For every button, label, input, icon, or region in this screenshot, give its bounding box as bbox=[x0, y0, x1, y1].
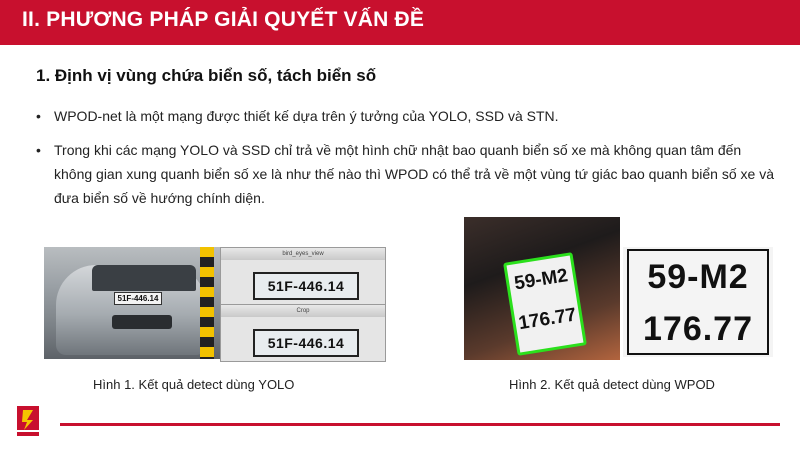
bullet-icon: • bbox=[36, 142, 41, 158]
figure1-caption: Hình 1. Kết quả detect dùng YOLO bbox=[93, 377, 295, 392]
bullet-list bbox=[36, 104, 776, 220]
window-title: bird_eyes_view bbox=[221, 248, 385, 260]
footer-divider bbox=[60, 423, 780, 426]
plate-line-2: 176.77 bbox=[643, 310, 753, 348]
bird-eye-view-window bbox=[220, 247, 386, 305]
section-subtitle: 1. Định vị vùng chứa biển số, tách biển số bbox=[36, 66, 377, 85]
parking-post bbox=[200, 247, 214, 359]
window-body bbox=[221, 317, 385, 361]
detected-plate-quadrilateral bbox=[503, 252, 587, 356]
slide-title: II. PHƯƠNG PHÁP GIẢI QUYẾT VẤN ĐỀ bbox=[22, 8, 425, 31]
crop-window bbox=[220, 304, 386, 362]
plate-line-1: 59-M2 bbox=[647, 258, 749, 296]
header-bar bbox=[0, 0, 800, 45]
bullet-text: WPOD-net là một mạng được thiết kế dựa trên ý tưởng của YOLO, SSD và STN. bbox=[54, 108, 559, 124]
plate-line-1: 59-M2 bbox=[512, 265, 570, 295]
cropped-plate: 51F-446.14 bbox=[253, 272, 359, 300]
wpod-motorbike-photo bbox=[464, 217, 620, 360]
bullet-icon: • bbox=[36, 108, 41, 124]
plate-line-2: 176.77 bbox=[517, 304, 578, 335]
figure2-caption: Hình 2. Kết quả detect dùng WPOD bbox=[509, 377, 715, 392]
bullet-item bbox=[36, 138, 776, 210]
university-logo-icon bbox=[15, 404, 41, 438]
bullet-text: Trong khi các mạng YOLO và SSD chỉ trả về một hình chữ nhật bao quanh biển số xe mà không quan tâm đến không gian xung quanh biển số xe là như thế nào thì WPOD có thể trả về một vùng tứ giác bao quanh biển số xe và đưa biển số về hướng chính diện. bbox=[54, 142, 774, 206]
car-body bbox=[56, 265, 206, 355]
yolo-car-photo bbox=[44, 247, 220, 359]
cropped-plate: 51F-446.14 bbox=[253, 329, 359, 357]
rectified-plate bbox=[627, 249, 769, 355]
car-windshield bbox=[92, 265, 196, 291]
window-body bbox=[221, 260, 385, 304]
bullet-item bbox=[36, 104, 776, 128]
car-license-plate: 51F-446.14 bbox=[114, 292, 162, 305]
window-title: Crop bbox=[221, 305, 385, 317]
rectified-plate-photo bbox=[623, 247, 773, 357]
car-grille bbox=[112, 315, 172, 329]
